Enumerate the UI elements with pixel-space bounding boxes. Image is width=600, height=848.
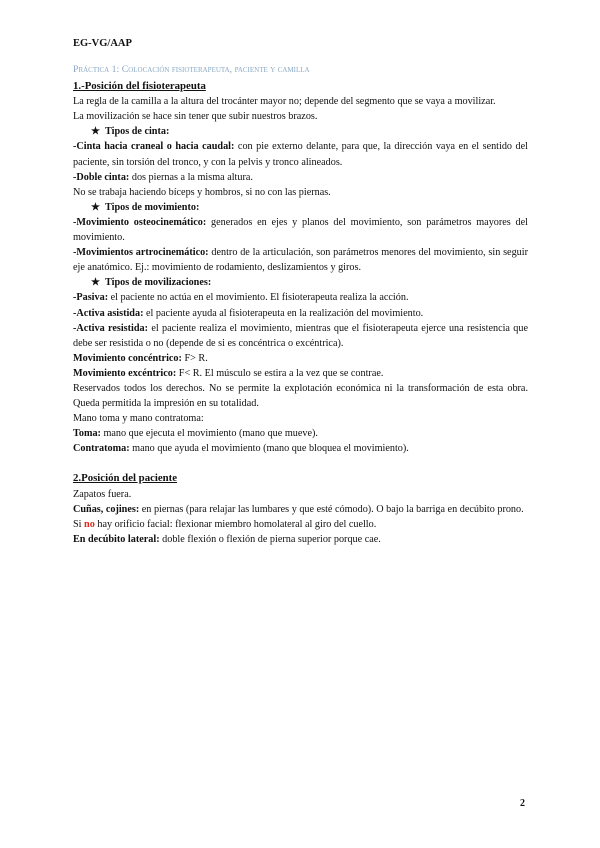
paragraph: Zapatos fuera. <box>73 488 132 500</box>
paragraph: En decúbito lateral: doble flexión o flexión de pierna superior porque cae. <box>73 533 381 545</box>
paragraph: La movilización se hace sin tener que subir nuestros brazos. <box>73 111 318 123</box>
section-title-paciente: 2.Posición del paciente <box>73 472 178 485</box>
paragraph: No se trabaja haciendo bíceps y hombros, si no con las piernas. <box>73 186 331 198</box>
list-item: -Activa resistida: el paciente realiza el movimiento, mientras que el fisioterapeuta ejerce una resistencia que debe ser resistida o no (depende de si es concéntrica o excéntrica). <box>73 322 528 349</box>
section-title-fisioterapeuta: 1.-Posición del fisioterapeuta <box>73 80 206 93</box>
subheading-tipos-movilizaciones: ★ Tipos de movilizaciones: <box>73 275 528 290</box>
list-item: -Cinta hacia craneal o hacia caudal: con pie externo delante, para que, la dirección vaya en el sentido del paciente, sin torsión del tronco, y con la pelvis y tronco alineados. <box>73 141 529 168</box>
list-item: -Movimientos artrocinemático: dentro de la articulación, son parámetros menores del movimiento, sin seguir eje anatómico. Ej.: movimiento de rodamiento, deslizamientos y giros. <box>73 247 528 274</box>
page-number: 2 <box>520 798 525 809</box>
paragraph: La regla de la camilla a la altura del trocánter mayor no; depende del segmento que se vaya a movilizar. <box>73 96 496 108</box>
paragraph: Cuñas, cojines: en piernas (para relajar las lumbares y que esté cómodo). O bajo la barriga en decúbito prono. <box>73 503 524 515</box>
practice-subtitle: Práctica 1: Colocación fisioterapeuta, paciente y camilla <box>73 64 310 75</box>
list-item: -Movimiento osteocinemático: generados en ejes y planos del movimiento, son parámetros mayores del movimiento. <box>73 216 528 244</box>
list-item: -Pasiva: el paciente no actúa en el movimiento. El fisioterapeuta realiza la acción. <box>73 292 409 304</box>
star-bullet-icon: ★ <box>91 201 100 213</box>
star-bullet-icon: ★ <box>91 277 100 289</box>
paragraph: Contratoma: mano que ayuda el movimiento (mano que bloquea el movimiento). <box>73 443 409 455</box>
document-header-code: EG-VG/AAP <box>73 38 132 49</box>
paragraph: Toma: mano que ejecuta el movimiento (mano que mueve). <box>73 428 318 440</box>
paragraph: Movimiento excéntrico: F< R. El músculo se estira a la vez que se contrae. <box>73 367 384 379</box>
document-body <box>73 62 528 547</box>
paragraph: Movimiento concéntrico: F> R. <box>73 352 208 364</box>
list-item: -Activa asistida: el paciente ayuda al fisioterapeuta en la realización del movimiento. <box>73 307 424 319</box>
list-item: -Doble cinta: dos piernas a la misma altura. <box>73 171 253 183</box>
highlight-no: no <box>84 518 95 530</box>
star-bullet-icon: ★ <box>91 126 100 138</box>
subheading-tipos-movimiento: ★ Tipos de movimiento: <box>73 200 528 215</box>
paragraph: Si no hay orificio facial: flexionar miembro homolateral al giro del cuello. <box>73 518 377 530</box>
paragraph: Mano toma y mano contratoma: <box>73 413 204 425</box>
rights-notice: Reservados todos los derechos. No se permite la explotación económica ni la transformación de esta obra. Queda permitida la impresión en su totalidad. <box>73 382 528 410</box>
subheading-tipos-cinta: ★ Tipos de cinta: <box>73 124 528 139</box>
